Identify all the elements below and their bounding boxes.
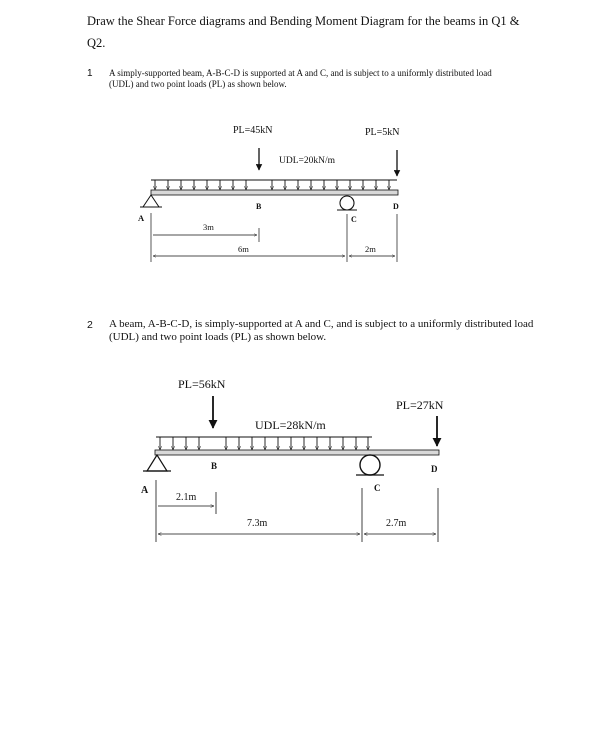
question-text: A simply-supported beam, A-B-C-D is supported at A and C, and is subject to a uniformly distributed load (UDL) and two point loads (PL) as shown below. (109, 68, 492, 89)
beam-diagram-2 (141, 377, 444, 542)
question-text: A beam, A-B-C-D, is simply-supported at A and C, and is subject to a uniformly distributed load (UDL) and two point loads (PL) as shown below. (109, 318, 534, 343)
dimension-label-2: 7.3m (247, 518, 268, 529)
point-load-label-1: PL=45kN (233, 125, 273, 136)
point-label-b: B (256, 202, 262, 211)
point-label-a: A (138, 213, 145, 223)
roller-support-c (337, 196, 357, 210)
point-label-c: C (374, 483, 381, 493)
point-label-d: D (431, 464, 438, 474)
udl-label: UDL=28kN/m (255, 418, 326, 432)
beam (151, 190, 398, 195)
point-load-label-2: PL=5kN (365, 127, 400, 138)
dimension-label-1: 3m (203, 222, 214, 232)
roller-support-c (356, 455, 384, 475)
udl-arrows (160, 437, 368, 450)
pin-support-a (143, 455, 171, 471)
dimension-label-1: 2.1m (176, 492, 197, 503)
dimension-label-2: 6m (238, 244, 249, 254)
point-load-label-2: PL=27kN (396, 398, 444, 412)
point-label-b: B (211, 461, 218, 471)
beam (155, 450, 439, 455)
dimension-lines (151, 213, 397, 262)
beam-diagram-1 (138, 125, 400, 262)
udl-arrows (155, 180, 389, 190)
dimension-lines (156, 480, 438, 542)
point-load-label-1: PL=56kN (178, 377, 226, 391)
dimension-label-3: 2m (365, 244, 376, 254)
pin-support-a (140, 195, 162, 207)
page-title: Draw the Shear Force diagrams and Bending Moment Diagram for the beams in Q1 & Q2. (87, 14, 520, 50)
point-label-c: C (351, 215, 357, 224)
udl-label: UDL=20kN/m (279, 156, 336, 166)
point-label-d: D (393, 202, 399, 211)
point-label-a: A (141, 485, 149, 496)
question-number: 2 (87, 319, 93, 331)
dimension-label-3: 2.7m (386, 518, 407, 529)
question-number: 1 (87, 68, 93, 79)
